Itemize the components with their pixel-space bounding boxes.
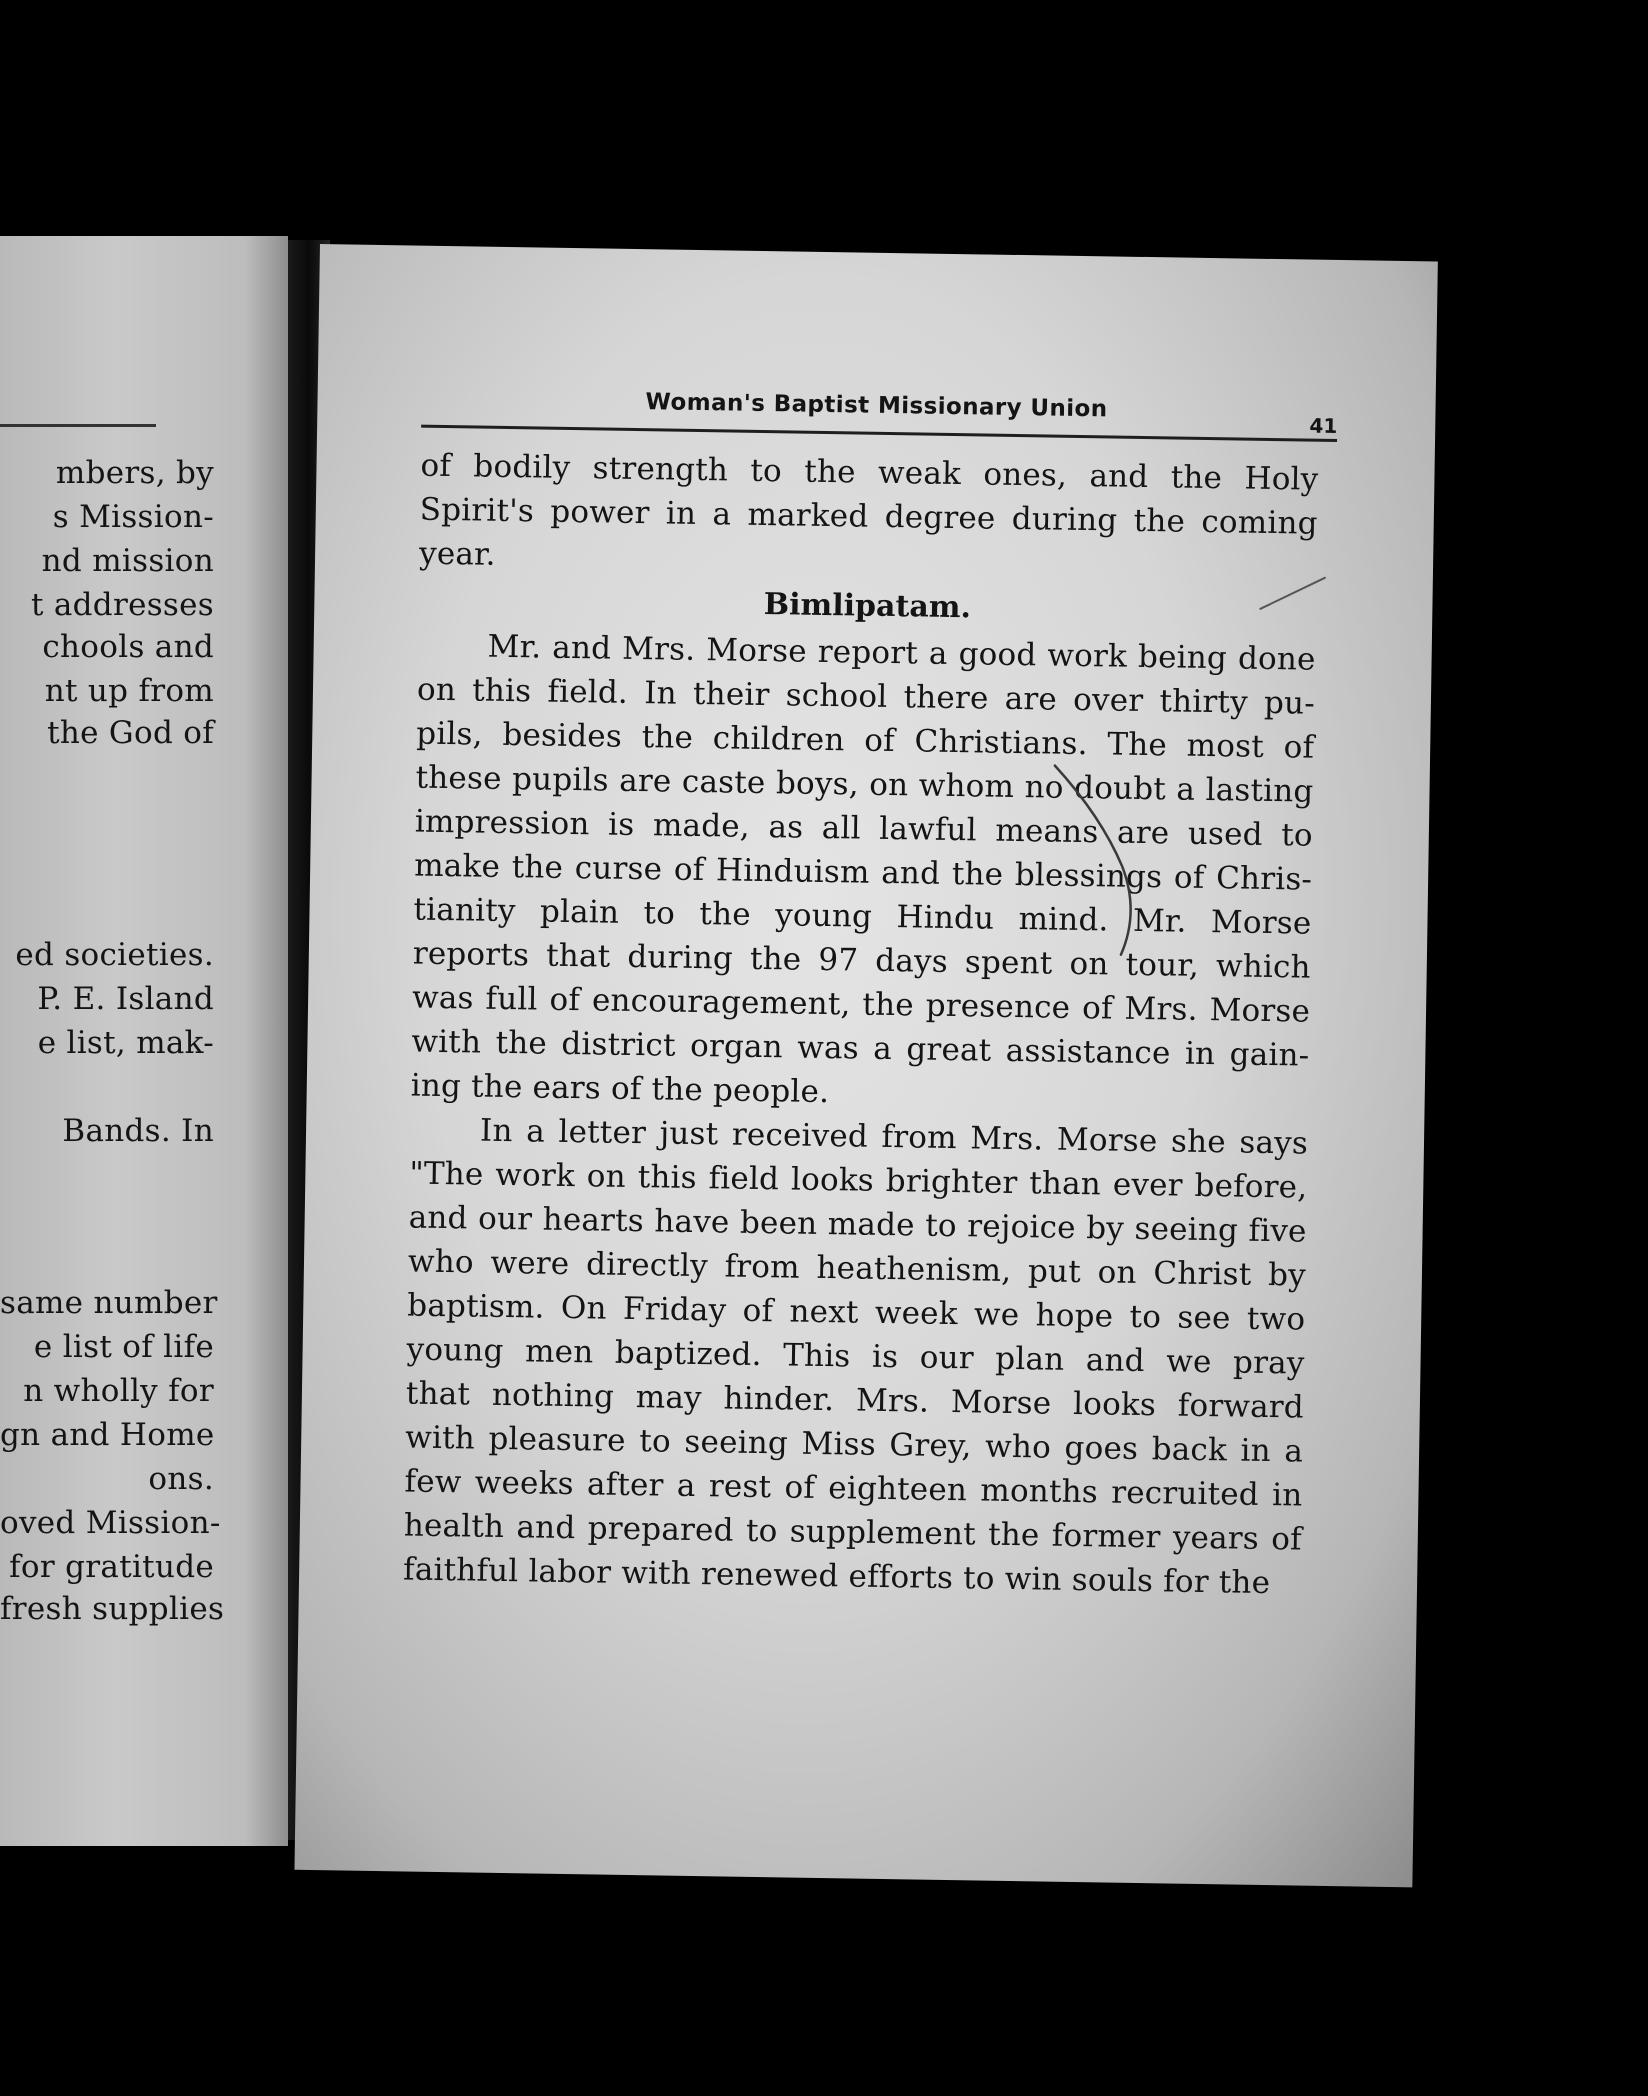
left-page-line: P. E. Island (37, 981, 214, 1017)
left-page-line: e list of life (33, 1329, 214, 1365)
left-page-line: gn and Home (0, 1417, 215, 1453)
text-line: these pupils are caste boys, on whom no doubt a lasting (415, 759, 1314, 810)
text-line: "The work on this field looks brighter than ever before, (409, 1155, 1308, 1206)
text-line: few weeks after a rest of eighteen months recruited in (404, 1463, 1303, 1514)
text-line: young men baptized. This is our plan and we pray (406, 1331, 1305, 1382)
page-body-text (403, 444, 1319, 1606)
text-line: ing the ears of the people. (410, 1067, 830, 1111)
left-page-line: mbers, by (55, 455, 214, 491)
left-page-line: oved Mission- (0, 1505, 221, 1541)
right-page (294, 244, 1437, 1887)
text-line: that nothing may hinder. Mrs. Morse looks forward (405, 1375, 1305, 1426)
left-page-line: the God of (47, 715, 214, 751)
page-number: 41 (1309, 413, 1338, 438)
text-line: and our hearts have been made to rejoice by seeing five (408, 1199, 1307, 1250)
text-line: was full of encouragement, the presence of Mrs. Morse (411, 979, 1311, 1030)
text-line: impression is made, as all lawful means are used to (414, 803, 1314, 854)
left-facing-page (0, 236, 288, 1846)
running-head: Woman's Baptist Missionary Union (645, 389, 1108, 423)
text-line: baptism. On Friday of next week we hope to see two (407, 1287, 1306, 1338)
text-line: with the district organ was a great assistance in gain- (411, 1023, 1310, 1074)
left-page-line: e list, mak- (37, 1025, 214, 1061)
text-line: faithful labor with renewed efforts to win souls for the (402, 1551, 1271, 1602)
left-page-line: fresh supplies (0, 1591, 225, 1627)
text-line: Mr. and Mrs. Morse report a good work being done (487, 628, 1316, 678)
text-line: on this field. In their school there are over thirty pu- (416, 671, 1316, 722)
left-page-line: ed societies. (15, 937, 214, 973)
text-line: who were directly from heathenism, put on Christ by (407, 1243, 1307, 1294)
text-line: Spirit's power in a marked degree during the coming (419, 491, 1319, 542)
section-heading: Bimlipatam. (763, 587, 972, 626)
paragraph (410, 624, 1315, 1122)
paragraph (419, 444, 1319, 590)
text-line: of bodily strength to the weak ones, and the Holy (420, 447, 1319, 498)
text-line: In a letter just received from Mrs. Morse she says (479, 1112, 1309, 1162)
left-page-line: t addresses (30, 587, 214, 623)
left-page-line: for gratitude (9, 1549, 214, 1585)
text-line: pils, besides the children of Christians. The most of (416, 715, 1315, 766)
left-page-line: Bands. In (62, 1113, 214, 1149)
text-line: health and prepared to supplement the former years of (403, 1507, 1303, 1558)
text-line: year. (418, 535, 497, 573)
left-page-head-rule (0, 424, 156, 427)
paragraph (403, 1108, 1308, 1606)
left-page-line: same number (0, 1285, 218, 1321)
left-page-line: n wholly for (23, 1373, 214, 1409)
left-page-line: nt up from (44, 673, 214, 709)
left-page-line: ons. (148, 1461, 214, 1497)
text-line: reports that during the 97 days spent on tour, which (412, 935, 1312, 986)
left-page-line: chools and (42, 629, 214, 665)
running-head-rule (421, 425, 1337, 442)
text-line: make the curse of Hinduism and the blessings of Chris- (413, 847, 1313, 898)
text-line: with pleasure to seeing Miss Grey, who goes back in a (404, 1419, 1304, 1470)
left-page-line: nd mission (41, 543, 214, 579)
left-page-line: s Mission- (52, 499, 214, 535)
text-line: tianity plain to the young Hindu mind. Mr. Morse (413, 891, 1312, 942)
